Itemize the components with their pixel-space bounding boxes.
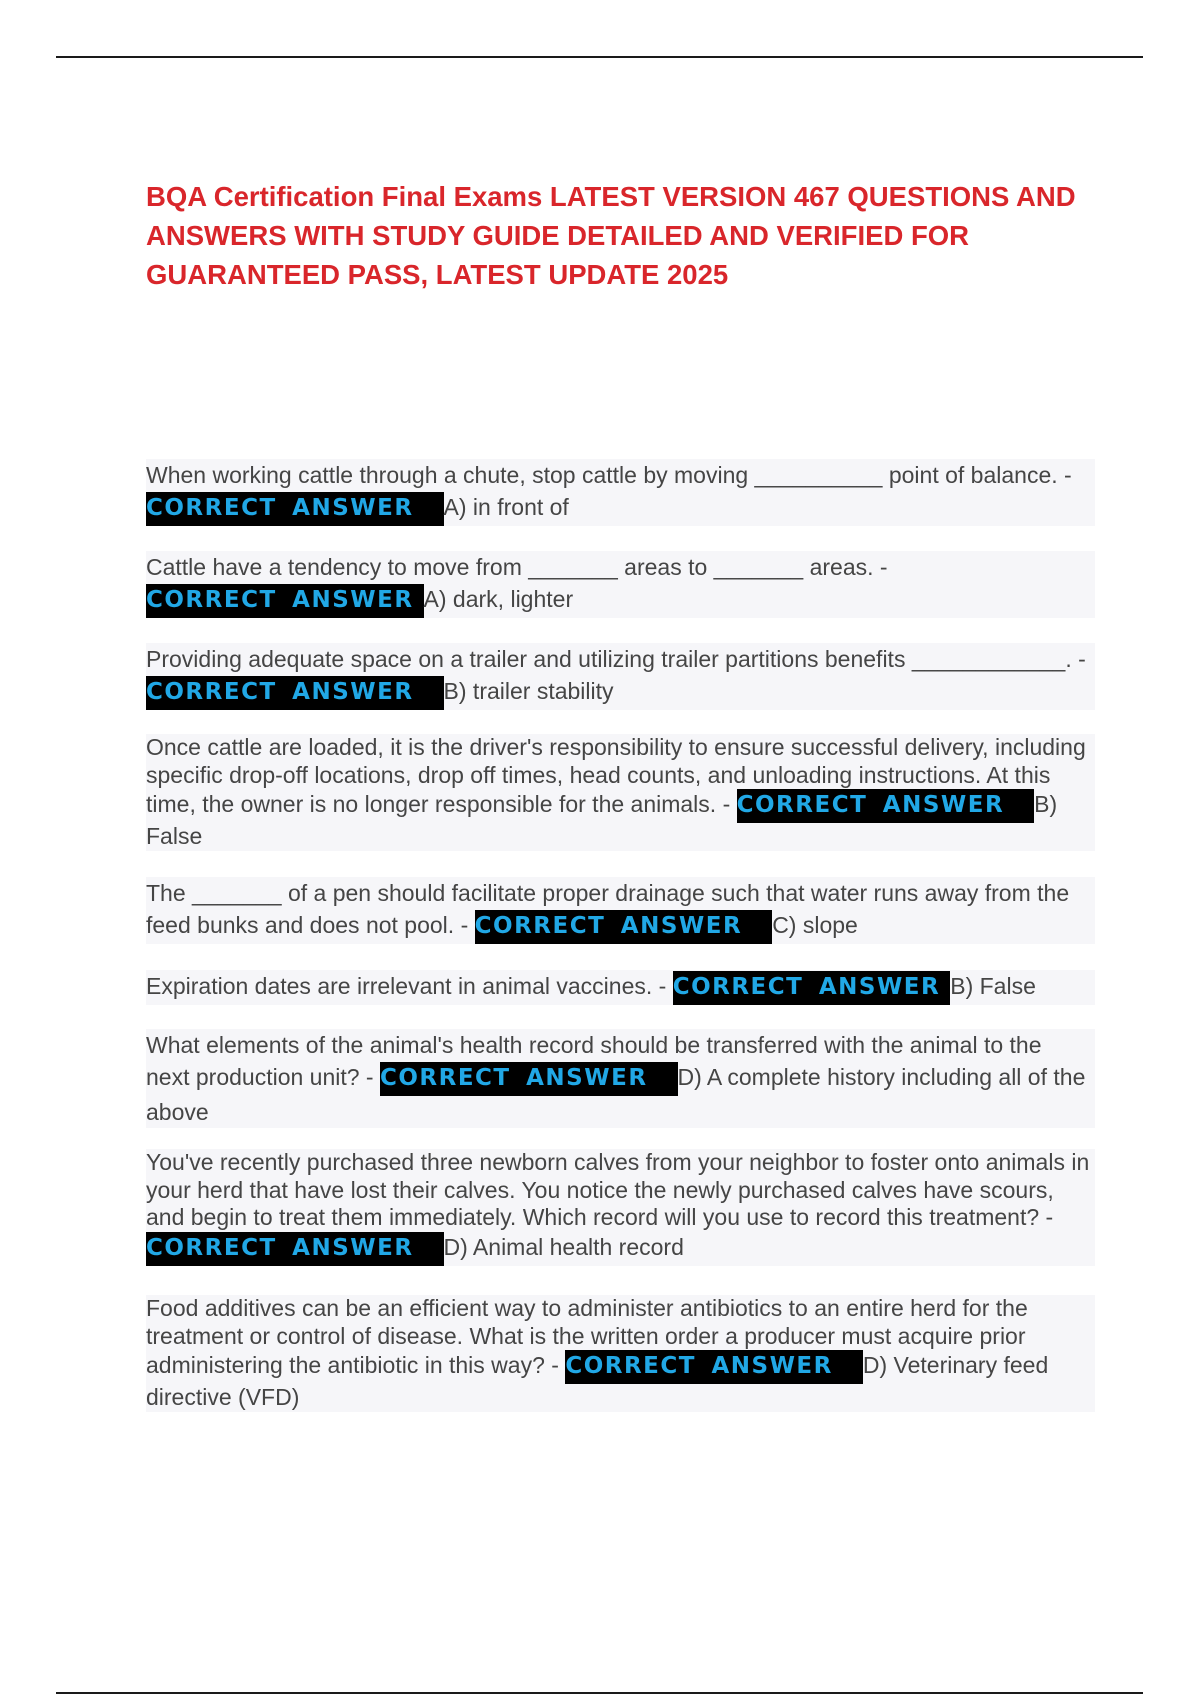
question-text: What elements of the animal's health record should be transferred with the animal to the next production unit? - [146, 1032, 1042, 1090]
qa-item-6 [146, 970, 1095, 1005]
answer-text: B) False [950, 973, 1036, 999]
correct-answer-label: CORRECT ANSWER [565, 1350, 863, 1384]
top-rule [56, 56, 1143, 58]
question-text: The _______ of a pen should facilitate proper drainage such that water runs away from the feed bunks and does not pool. - [146, 880, 1070, 938]
qa-item-1 [146, 459, 1095, 526]
answer-text: B) False [146, 791, 1058, 849]
question-text: Providing adequate space on a trailer and utilizing trailer partitions benefits ____________. - [146, 646, 1086, 672]
correct-answer-label: CORRECT ANSWER [475, 910, 773, 944]
answer-text: D) A complete history including all of the above [146, 1064, 1086, 1125]
qa-item-9 [146, 1295, 1095, 1412]
answer-text: A) dark, lighter [423, 586, 574, 612]
qa-item-2 [146, 551, 1095, 618]
qa-item-8 [146, 1149, 1095, 1266]
question-text: Expiration dates are irrelevant in animal vaccines. - [146, 973, 673, 999]
question-text: Cattle have a tendency to move from _______ areas to _______ areas. - [146, 554, 888, 580]
correct-answer-label: CORRECT ANSWER [673, 971, 951, 1005]
document-title: BQA Certification Final Exams LATEST VERSION 467 QUESTIONS AND ANSWERS WITH STUDY GUIDE DETAILED AND VERIFIED FOR GUARANTEED PASS, LATEST UPDATE 2025 [146, 181, 1076, 290]
answer-text: D) Veterinary feed directive (VFD) [146, 1352, 1049, 1410]
answer-text: D) Animal health record [443, 1233, 684, 1260]
answer-text: C) slope [772, 912, 858, 938]
qa-item-7 [146, 1029, 1095, 1128]
correct-answer-label: CORRECT ANSWER [146, 492, 444, 526]
correct-answer-label: CORRECT ANSWER [146, 584, 424, 618]
question-text: Once cattle are loaded, it is the driver's responsibility to ensure successful delivery, including specific drop-off locations, drop off times, head counts, and unloading instructions. At this time, the owner is no longer responsible for the animals. - [146, 734, 1086, 817]
correct-answer-label: CORRECT ANSWER [146, 676, 444, 710]
bottom-rule [56, 1692, 1143, 1694]
correct-answer-label: CORRECT ANSWER [737, 789, 1035, 823]
question-text: Food additives can be an efficient way to administer antibiotics to an entire herd for the treatment or control of disease. What is the written order a producer must acquire prior administering the antibiotic in this way? - [146, 1295, 1028, 1378]
qa-item-5 [146, 877, 1095, 944]
qa-item-3 [146, 643, 1095, 710]
question-text: You've recently purchased three newborn calves from your neighbor to foster onto animals in your herd that have lost their calves. You notice the newly purchased calves have scours, and begin to treat them immediately. Which record will you use to record this treatment? - [146, 1149, 1090, 1230]
correct-answer-label: CORRECT ANSWER [380, 1062, 678, 1096]
answer-text: A) in front of [443, 494, 569, 520]
question-text: When working cattle through a chute, stop cattle by moving __________ point of balance. - [146, 462, 1072, 488]
correct-answer-label: CORRECT ANSWER [146, 1232, 444, 1266]
answer-text: B) trailer stability [443, 678, 614, 704]
qa-item-4 [146, 734, 1095, 851]
